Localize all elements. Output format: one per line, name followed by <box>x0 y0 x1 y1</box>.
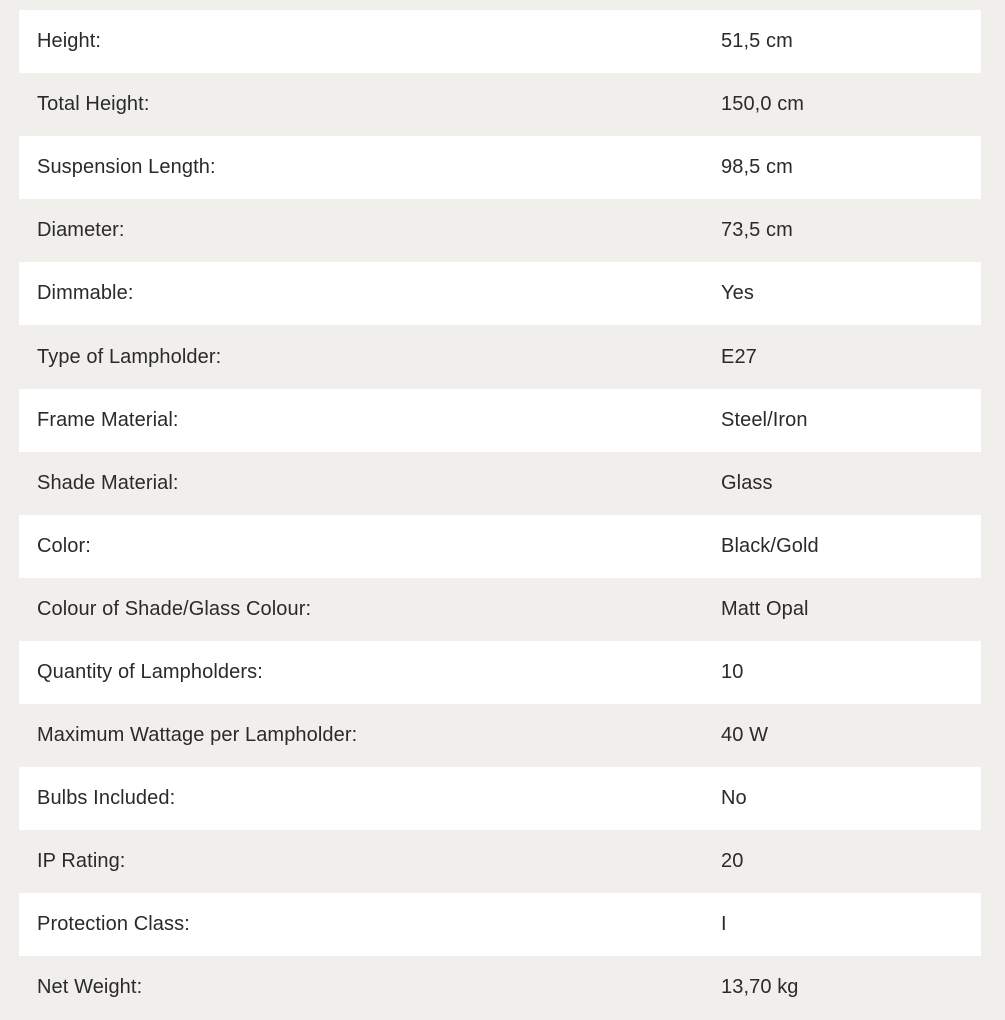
spec-label: Protection Class: <box>37 913 190 936</box>
spec-row-ip-rating <box>19 830 981 893</box>
spec-label: Type of Lampholder: <box>37 345 222 368</box>
spec-value: Yes <box>721 282 754 305</box>
spec-row-dimmable <box>19 262 981 325</box>
spec-row-lampholder-type <box>19 325 981 388</box>
spec-row-total-height <box>19 73 981 136</box>
spec-row-diameter <box>19 199 981 262</box>
spec-value: Steel/Iron <box>721 408 808 431</box>
spec-label: Net Weight: <box>37 976 143 999</box>
spec-value: 10 <box>721 660 744 683</box>
spec-row-max-wattage <box>19 704 981 767</box>
spec-table <box>19 10 981 1020</box>
spec-value: Matt Opal <box>721 597 809 620</box>
spec-row-net-weight <box>19 956 981 1019</box>
spec-value: 40 W <box>721 724 769 747</box>
spec-row-height <box>19 10 981 73</box>
spec-value: Black/Gold <box>721 534 819 557</box>
spec-label: Total Height: <box>37 93 150 116</box>
spec-value: 150,0 cm <box>721 93 805 116</box>
spec-value: 51,5 cm <box>721 30 793 53</box>
spec-label: Color: <box>37 534 91 557</box>
spec-label: Bulbs Included: <box>37 787 176 810</box>
spec-label: Quantity of Lampholders: <box>37 660 263 683</box>
spec-value: Glass <box>721 471 773 494</box>
spec-label: Suspension Length: <box>37 156 216 179</box>
spec-value: 13,70 kg <box>721 976 799 999</box>
spec-row-shade-colour <box>19 578 981 641</box>
spec-row-suspension-length <box>19 136 981 199</box>
spec-value: 20 <box>721 850 744 873</box>
spec-label: Shade Material: <box>37 471 179 494</box>
spec-value: E27 <box>721 345 757 368</box>
spec-value: 98,5 cm <box>721 156 793 179</box>
spec-row-protection-class <box>19 893 981 956</box>
spec-row-bulbs-included <box>19 767 981 830</box>
spec-row-lampholder-quantity <box>19 641 981 704</box>
spec-value: I <box>721 913 727 936</box>
spec-row-frame-material <box>19 389 981 452</box>
spec-label: Colour of Shade/Glass Colour: <box>37 597 312 620</box>
spec-value: 73,5 cm <box>721 219 793 242</box>
spec-row-shade-material <box>19 452 981 515</box>
spec-label: Frame Material: <box>37 408 179 431</box>
spec-label: Dimmable: <box>37 282 134 305</box>
spec-value: No <box>721 787 747 810</box>
spec-label: Diameter: <box>37 219 125 242</box>
spec-label: Height: <box>37 30 102 53</box>
spec-label: IP Rating: <box>37 850 126 873</box>
spec-row-color <box>19 515 981 578</box>
spec-label: Maximum Wattage per Lampholder: <box>37 724 358 747</box>
